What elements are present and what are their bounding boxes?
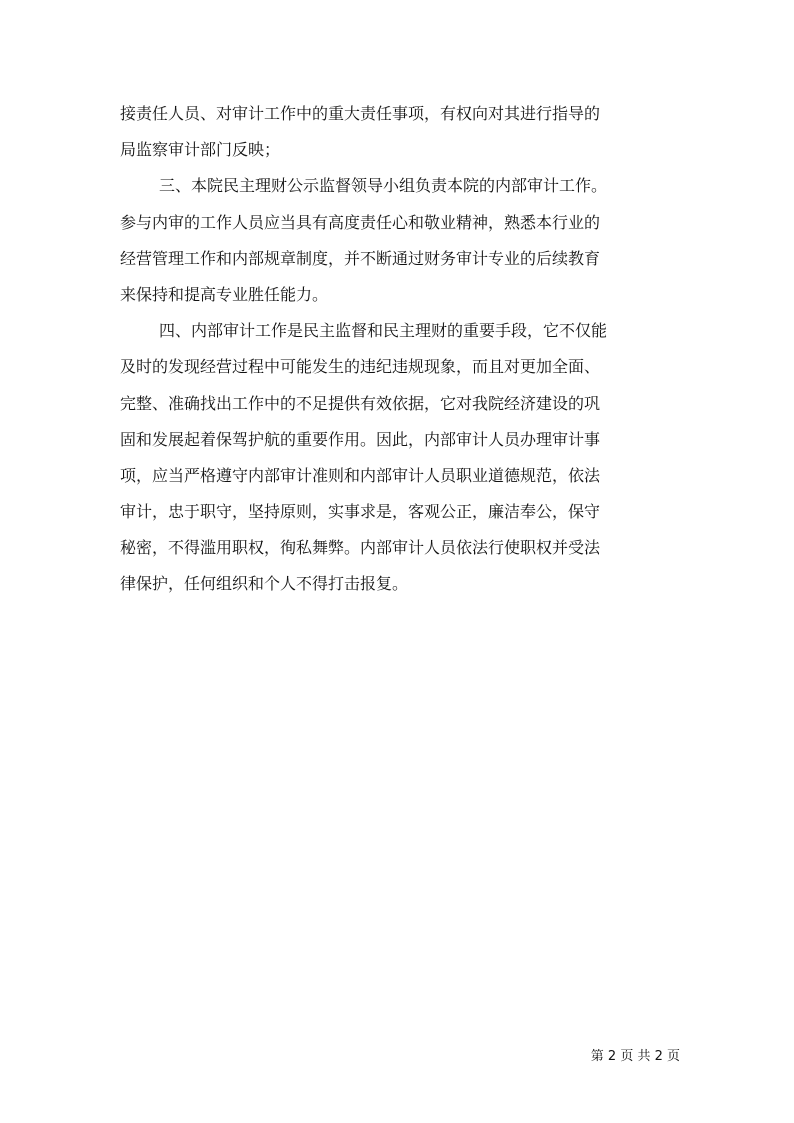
text-line: 接责任人员、对审计工作中的重大责任事项，有权向对其进行指导的 [120,104,601,123]
text-line: 局监察审计部门反映； [120,140,281,160]
text-line: 固和发展起着保驾护航的重要作用。因此，内部审计人员办理审计事 [120,429,601,449]
text-line: 审计，忠于职守，坚持原则，实事求是，客观公正，廉洁奉公，保守 [120,502,601,522]
text-line: 秘密，不得滥用职权，徇私舞弊。内部审计人员依法行使职权并受法 [120,538,601,558]
paragraph-four-start: 四、内部审计工作是民主监督和民主理财的重要手段，它不仅能 [159,321,608,341]
text-line: 完整、准确找出工作中的不足提供有效依据，它对我院经济建设的巩 [120,393,601,413]
text-line: 经营管理工作和内部规章制度，并不断通过财务审计专业的后续教育 [120,248,601,268]
text-line: 及时的发现经营过程中可能发生的违纪违规现象，而且对更加全面、 [120,357,601,377]
text-line: 项，应当严格遵守内部审计准则和内部审计人员职业道德规范，依法 [120,465,601,485]
page-number-footer: 第 2 页 共 2 页 [590,1049,680,1064]
paragraph-three-start: 三、本院民主理财公示监督领导小组负责本院的内部审计工作。 [159,176,608,196]
document-body [120,96,680,603]
text-line: 参与内审的工作人员应当具有高度责任心和敬业精神，熟悉本行业的 [120,212,601,232]
text-line: 来保持和提高专业胜任能力。 [120,284,329,304]
text-line: 律保护，任何组织和个人不得打击报复。 [120,574,409,594]
